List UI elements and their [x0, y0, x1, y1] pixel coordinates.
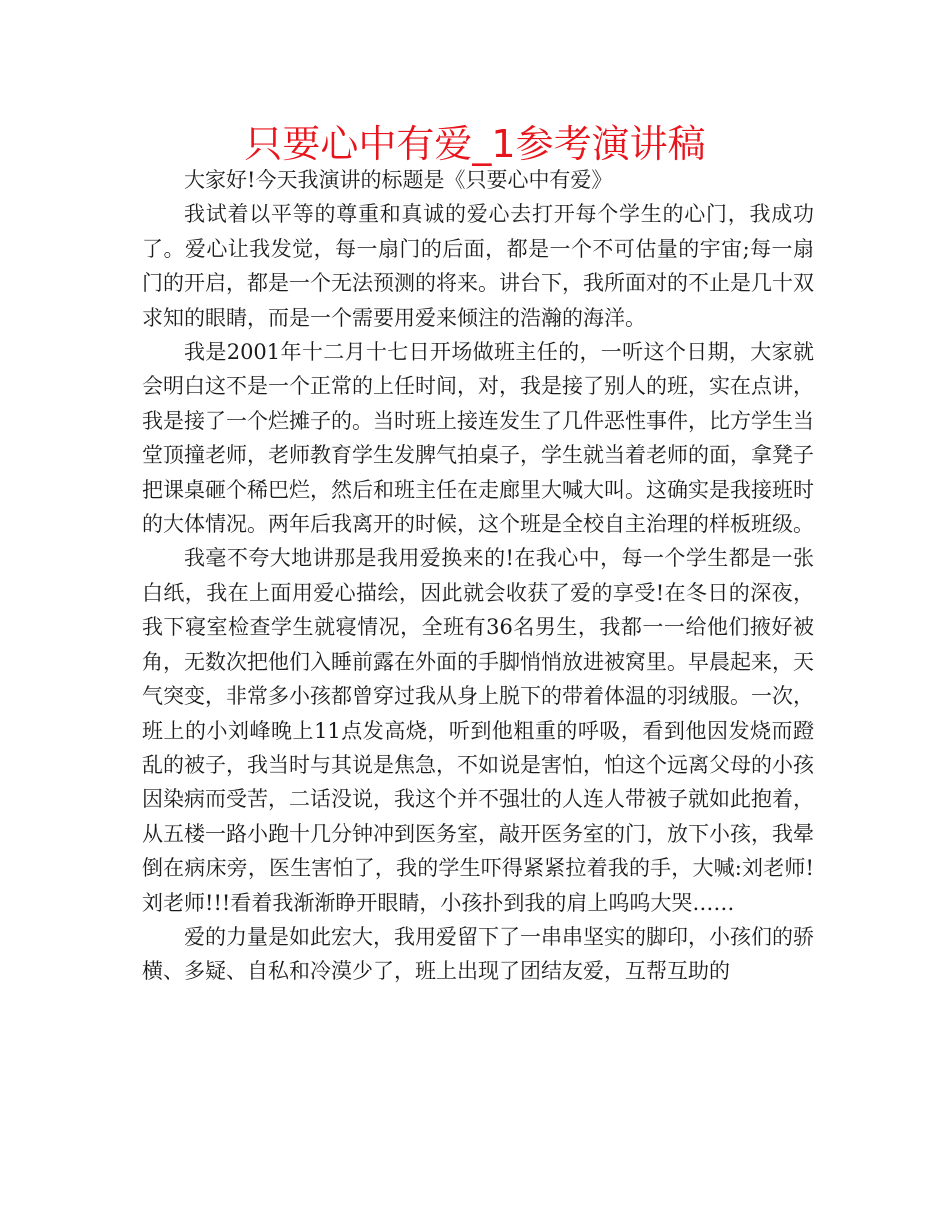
document-title: 只要心中有爱_1参考演讲稿 — [244, 122, 706, 166]
document-body — [142, 163, 814, 989]
paragraph-2: 我是2001年十二月十七日开场做班主任的，一听这个日期，大家就会明白这不是一个正常的上任时间，对，我是接了别人的班，实在点讲，我是接了一个烂摊子的。当时班上接连发生了几件恶性事件，比方学生当堂顶撞老师，老师教育学生发脾气拍桌子，学生就当着老师的面，拿凳子把课桌砸个稀巴烂，然后和班主任在走廊里大喊大叫。这确实是我接班时的大体情况。两年后我离开的时候，这个班是全校自主治理的样板班级。 — [142, 340, 814, 537]
paragraph-1: 我试着以平等的尊重和真诚的爱心去打开每个学生的心门，我成功了。爱心让我发觉，每一扇门的后面，都是一个不可估量的宇宙;每一扇门的开启，都是一个无法预测的将来。讲台下，我所面对的不止是几十双求知的眼睛，而是一个需要用爱来倾注的浩瀚的海洋。 — [142, 202, 814, 330]
paragraph-greeting: 大家好!今天我演讲的标题是《只要心中有爱》 — [184, 168, 613, 192]
paragraph-3: 我毫不夸大地讲那是我用爱换来的!在我心中，每一个学生都是一张白纸，我在上面用爱心描绘，因此就会收获了爱的享受!在冬日的深夜，我下寝室检查学生就寝情况，全班有36名男生，我都一一给他们掖好被角，无数次把他们入睡前露在外面的手脚悄悄放进被窝里。早晨起来，天气突变，非常多小孩都曾穿过我从身上脱下的带着体温的羽绒服。一次，班上的小刘峰晚上11点发高烧，听到他粗重的呼吸，看到他因发烧而蹬乱的被子，我当时与其说是焦急，不如说是害怕，怕这个远离父母的小孩因染病而受苦，二话没说，我这个并不强壮的人连人带被子就如此抱着，从五楼一路小跑十几分钟冲到医务室，敲开医务室的门，放下小孩，我晕倒在病床旁，医生害怕了，我的学生吓得紧紧拉着我的手，大喊:刘老师!刘老师!!!看着我渐渐睁开眼睛，小孩扑到我的肩上呜呜大哭…… — [142, 546, 814, 915]
paragraph-4: 爱的力量是如此宏大，我用爱留下了一串串坚实的脚印，小孩们的骄横、多疑、自私和冷漠少了，班上出现了团结友爱，互帮互助的 — [142, 924, 814, 984]
